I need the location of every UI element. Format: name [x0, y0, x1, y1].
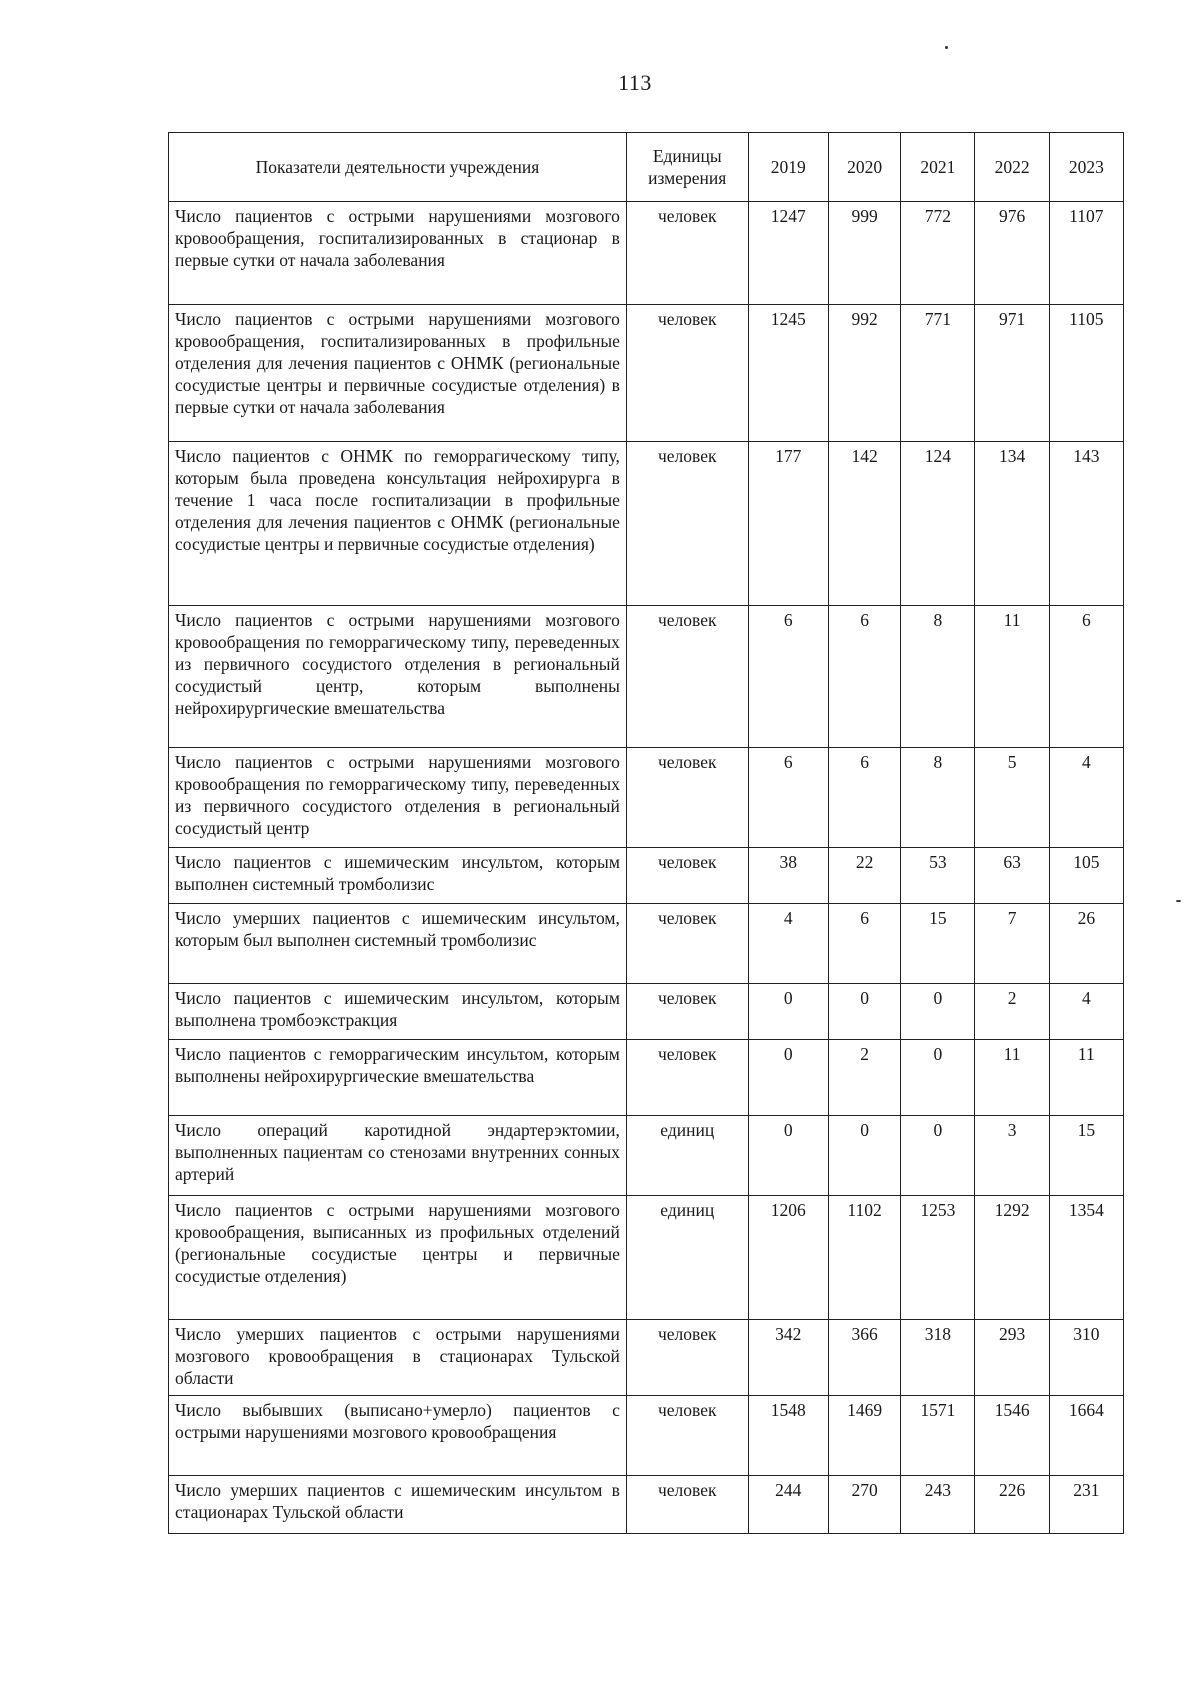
row-indicator: Число пациентов с острыми нарушениями мозгового кровообращения, выписанных из профильных отделений (региональные сосудистые центры и первичные сосудистые отделения) [169, 1196, 627, 1320]
row-value: 177 [748, 442, 828, 606]
row-indicator: Число пациентов с острыми нарушениями мозгового кровообращения, госпитализированных в профильные отделения для лечения пациентов с ОНМК (региональные сосудистые центры и первичные сосудистые отделения) в первые сутки от начала заболевания [169, 305, 627, 442]
scan-speck [945, 46, 948, 49]
row-value: 1245 [748, 305, 828, 442]
row-value: 310 [1049, 1320, 1123, 1396]
row-value: 318 [901, 1320, 975, 1396]
table-row [169, 442, 1124, 606]
row-indicator: Число пациентов с острыми нарушениями мозгового кровообращения по геморрагическому типу, переведенных из первичного сосудистого отделения в региональный сосудистый центр, которым выполнены нейрохирургические вмешательства [169, 606, 627, 748]
row-value: 105 [1049, 848, 1123, 904]
row-unit: человек [626, 984, 748, 1040]
row-value: 4 [748, 904, 828, 984]
row-value: 38 [748, 848, 828, 904]
row-value: 0 [748, 1116, 828, 1196]
row-indicator: Число пациентов с геморрагическим инсультом, которым выполнены нейрохирургические вмешательства [169, 1040, 627, 1116]
row-value: 1292 [975, 1196, 1049, 1320]
row-value: 1469 [829, 1396, 901, 1476]
table-row [169, 606, 1124, 748]
row-value: 992 [829, 305, 901, 442]
row-value: 6 [748, 748, 828, 848]
header-year: 2020 [829, 133, 901, 202]
page-number: 113 [618, 70, 652, 95]
row-value: 999 [829, 202, 901, 305]
row-value: 8 [901, 606, 975, 748]
row-value: 11 [975, 1040, 1049, 1116]
table-row [169, 748, 1124, 848]
row-value: 4 [1049, 748, 1123, 848]
row-value: 7 [975, 904, 1049, 984]
row-value: 2 [829, 1040, 901, 1116]
row-value: 0 [829, 984, 901, 1040]
row-value: 1247 [748, 202, 828, 305]
row-value: 366 [829, 1320, 901, 1396]
row-unit: человек [626, 848, 748, 904]
row-unit: человек [626, 748, 748, 848]
row-unit: человек [626, 442, 748, 606]
row-value: 8 [901, 748, 975, 848]
row-value: 231 [1049, 1476, 1123, 1534]
row-value: 26 [1049, 904, 1123, 984]
header-year: 2021 [901, 133, 975, 202]
row-value: 293 [975, 1320, 1049, 1396]
row-value: 971 [975, 305, 1049, 442]
row-value: 1253 [901, 1196, 975, 1320]
table-header-row [169, 133, 1124, 202]
row-value: 1105 [1049, 305, 1123, 442]
row-unit: человек [626, 904, 748, 984]
row-unit: человек [626, 1320, 748, 1396]
row-value: 142 [829, 442, 901, 606]
table-row [169, 1040, 1124, 1116]
row-value: 134 [975, 442, 1049, 606]
scan-speck [1176, 900, 1181, 902]
header-indicator: Показатели деятельности учреждения [169, 133, 627, 202]
row-value: 22 [829, 848, 901, 904]
row-indicator: Число операций каротидной эндартерэктомии, выполненных пациентам со стенозами внутренних сонных артерий [169, 1116, 627, 1196]
row-unit: единиц [626, 1196, 748, 1320]
row-unit: человек [626, 305, 748, 442]
row-value: 976 [975, 202, 1049, 305]
indicators-table [168, 132, 1124, 1534]
row-value: 1546 [975, 1396, 1049, 1476]
row-value: 0 [748, 984, 828, 1040]
row-indicator: Число умерших пациентов с ишемическим инсультом в стационарах Тульской области [169, 1476, 627, 1534]
row-value: 1571 [901, 1396, 975, 1476]
table-row [169, 1116, 1124, 1196]
row-unit: человек [626, 1040, 748, 1116]
table-row [169, 202, 1124, 305]
row-value: 244 [748, 1476, 828, 1534]
row-value: 4 [1049, 984, 1123, 1040]
row-indicator: Число умерших пациентов с острыми нарушениями мозгового кровообращения в стационарах Тульской области [169, 1320, 627, 1396]
row-unit: человек [626, 606, 748, 748]
header-unit: Единицы измерения [626, 133, 748, 202]
row-unit: человек [626, 202, 748, 305]
row-value: 6 [748, 606, 828, 748]
row-value: 6 [829, 904, 901, 984]
row-value: 1664 [1049, 1396, 1123, 1476]
row-value: 6 [829, 606, 901, 748]
row-value: 1354 [1049, 1196, 1123, 1320]
row-value: 0 [748, 1040, 828, 1116]
row-indicator: Число пациентов с острыми нарушениями мозгового кровообращения по геморрагическому типу, переведенных из первичного сосудистого отделения в региональный сосудистый центр [169, 748, 627, 848]
row-indicator: Число пациентов с ОНМК по геморрагическому типу, которым была проведена консультация нейрохирурга в течение 1 часа после госпитализации в профильные отделения для лечения пациентов с ОНМК (региональные сосудистые центры и первичные сосудистые отделения) [169, 442, 627, 606]
row-unit: человек [626, 1396, 748, 1476]
table-row [169, 305, 1124, 442]
row-value: 0 [829, 1116, 901, 1196]
table-row [169, 1396, 1124, 1476]
row-value: 15 [1049, 1116, 1123, 1196]
row-value: 772 [901, 202, 975, 305]
row-unit: единиц [626, 1116, 748, 1196]
header-year: 2023 [1049, 133, 1123, 202]
row-value: 1107 [1049, 202, 1123, 305]
table-row [169, 1320, 1124, 1396]
row-value: 63 [975, 848, 1049, 904]
row-value: 124 [901, 442, 975, 606]
header-year: 2022 [975, 133, 1049, 202]
row-value: 1548 [748, 1396, 828, 1476]
row-value: 3 [975, 1116, 1049, 1196]
table-row [169, 848, 1124, 904]
row-unit: человек [626, 1476, 748, 1534]
row-value: 11 [1049, 1040, 1123, 1116]
row-value: 2 [975, 984, 1049, 1040]
table-row [169, 1196, 1124, 1320]
row-indicator: Число пациентов с ишемическим инсультом, которым выполнена тромбоэкстракция [169, 984, 627, 1040]
row-value: 1102 [829, 1196, 901, 1320]
row-value: 11 [975, 606, 1049, 748]
table-row [169, 1476, 1124, 1534]
row-value: 1206 [748, 1196, 828, 1320]
table-row [169, 904, 1124, 984]
row-value: 771 [901, 305, 975, 442]
row-indicator: Число выбывших (выписано+умерло) пациентов с острыми нарушениями мозгового кровообращения [169, 1396, 627, 1476]
row-indicator: Число умерших пациентов с ишемическим инсультом, которым был выполнен системный тромболизис [169, 904, 627, 984]
row-value: 6 [1049, 606, 1123, 748]
row-value: 6 [829, 748, 901, 848]
row-value: 0 [901, 984, 975, 1040]
header-year: 2019 [748, 133, 828, 202]
table-row [169, 984, 1124, 1040]
row-value: 270 [829, 1476, 901, 1534]
row-value: 226 [975, 1476, 1049, 1534]
row-value: 342 [748, 1320, 828, 1396]
row-value: 143 [1049, 442, 1123, 606]
row-value: 0 [901, 1116, 975, 1196]
row-value: 5 [975, 748, 1049, 848]
row-value: 53 [901, 848, 975, 904]
row-indicator: Число пациентов с острыми нарушениями мозгового кровообращения, госпитализированных в стационар в первые сутки от начала заболевания [169, 202, 627, 305]
row-value: 15 [901, 904, 975, 984]
row-value: 0 [901, 1040, 975, 1116]
row-indicator: Число пациентов с ишемическим инсультом, которым выполнен системный тромболизис [169, 848, 627, 904]
row-value: 243 [901, 1476, 975, 1534]
